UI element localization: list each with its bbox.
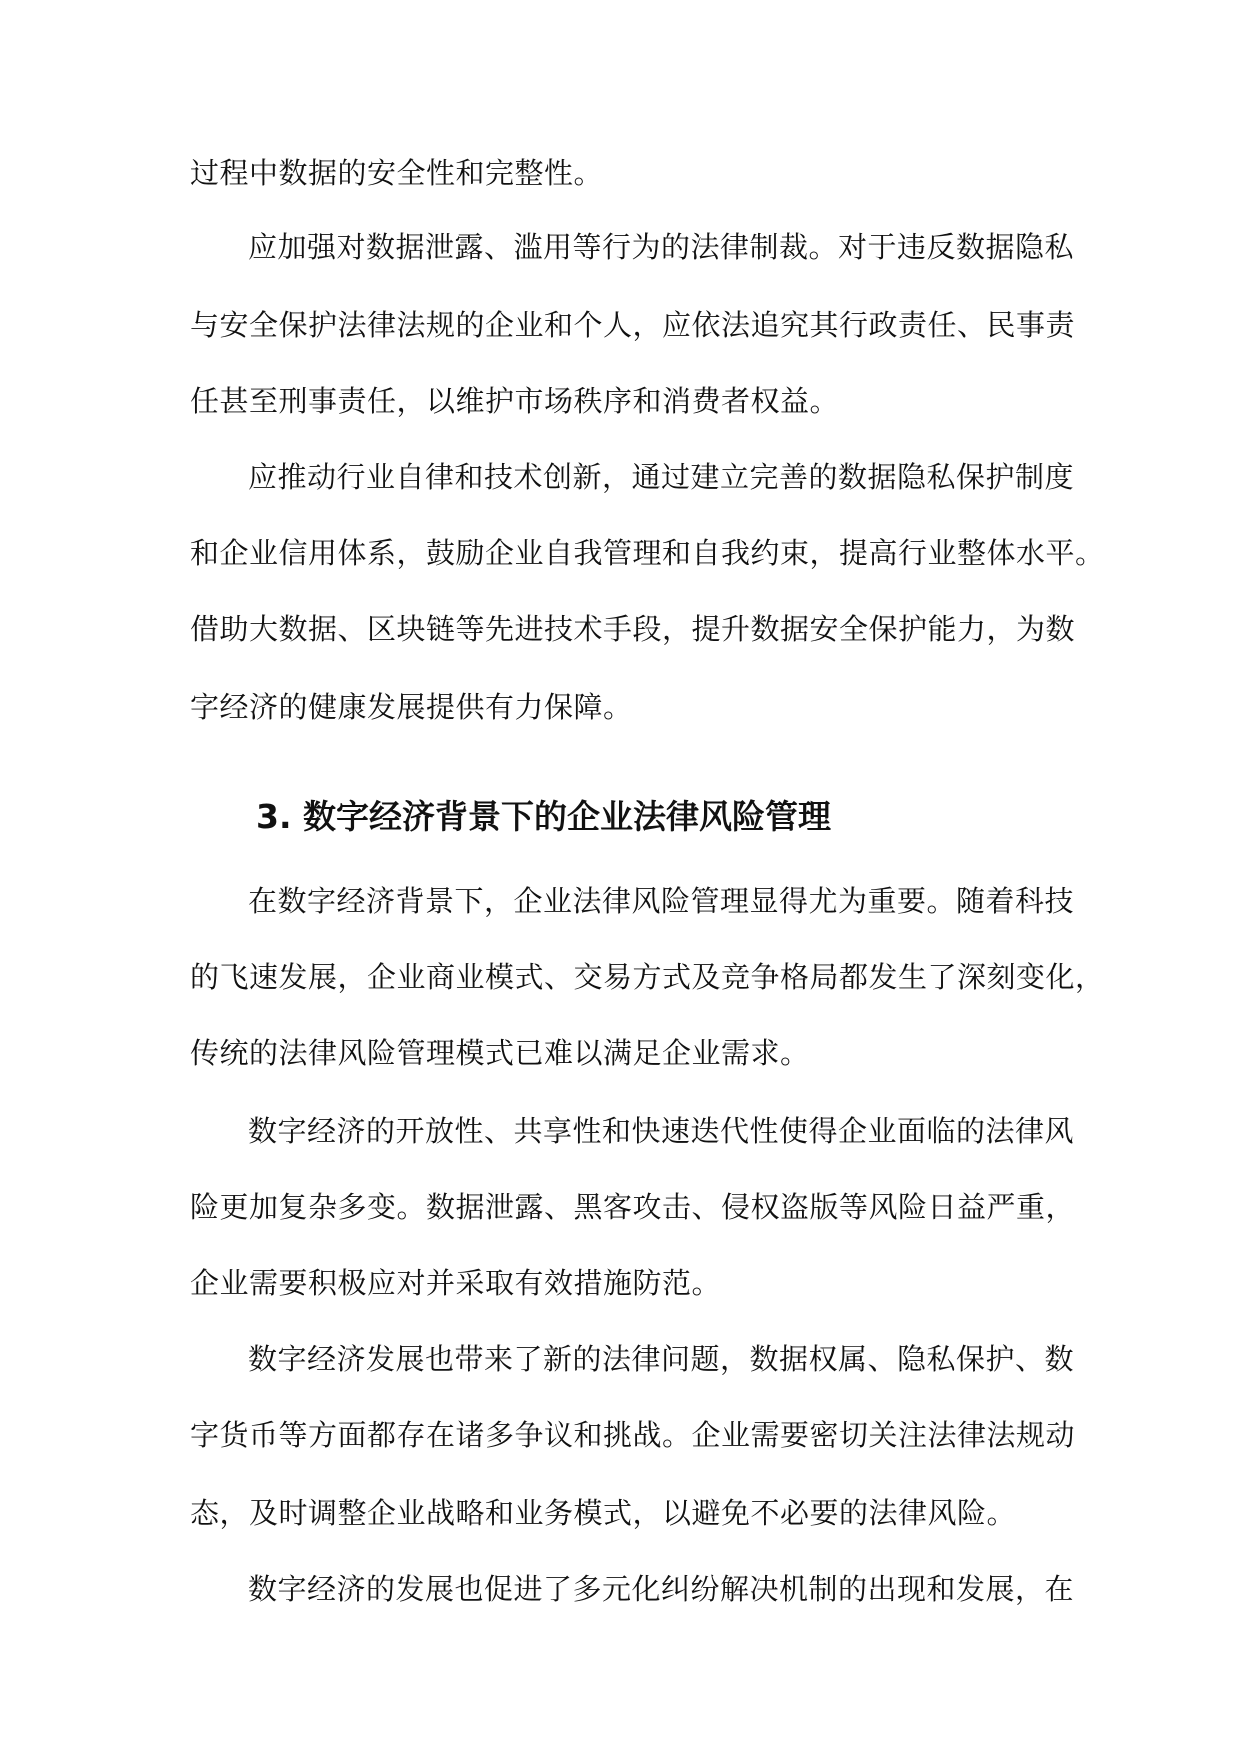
text-line: 任甚至刑事责任，以维护市场秩序和消费者权益。 (190, 384, 840, 418)
text-line: 态，及时调整企业战略和业务模式，以避免不必要的法律风险。 (190, 1496, 1017, 1530)
text-line: 的飞速发展，企业商业模式、交易方式及竞争格局都发生了深刻变化， (190, 960, 1105, 994)
text-line: 应加强对数据泄露、滥用等行为的法律制裁。对于违反数据隐私 (248, 230, 1075, 264)
text-line: 和企业信用体系，鼓励企业自我管理和自我约束，提高行业整体水平。 (190, 536, 1105, 570)
text-line: 险更加复杂多变。数据泄露、黑客攻击、侵权盗版等风险日益严重， (190, 1190, 1076, 1224)
text-line: 过程中数据的安全性和完整性。 (190, 156, 604, 190)
section-heading: 3. 数字经济背景下的企业法律风险管理 (256, 797, 831, 836)
text-line: 数字经济发展也带来了新的法律问题，数据权属、隐私保护、数 (248, 1342, 1075, 1376)
text-line: 与安全保护法律法规的企业和个人，应依法追究其行政责任、民事责 (190, 308, 1076, 342)
text-line: 数字经济的发展也促进了多元化纠纷解决机制的出现和发展，在 (248, 1572, 1075, 1606)
text-line: 在数字经济背景下，企业法律风险管理显得尤为重要。随着科技 (248, 884, 1075, 918)
text-line: 字经济的健康发展提供有力保障。 (190, 690, 633, 724)
text-line: 企业需要积极应对并采取有效措施防范。 (190, 1266, 722, 1300)
text-line: 应推动行业自律和技术创新，通过建立完善的数据隐私保护制度 (248, 460, 1075, 494)
text-line: 数字经济的开放性、共享性和快速迭代性使得企业面临的法律风 (248, 1114, 1075, 1148)
text-line: 字货币等方面都存在诸多争议和挑战。企业需要密切关注法律法规动 (190, 1418, 1076, 1452)
text-line: 传统的法律风险管理模式已难以满足企业需求。 (190, 1036, 810, 1070)
text-line: 借助大数据、区块链等先进技术手段，提升数据安全保护能力，为数 (190, 612, 1076, 646)
